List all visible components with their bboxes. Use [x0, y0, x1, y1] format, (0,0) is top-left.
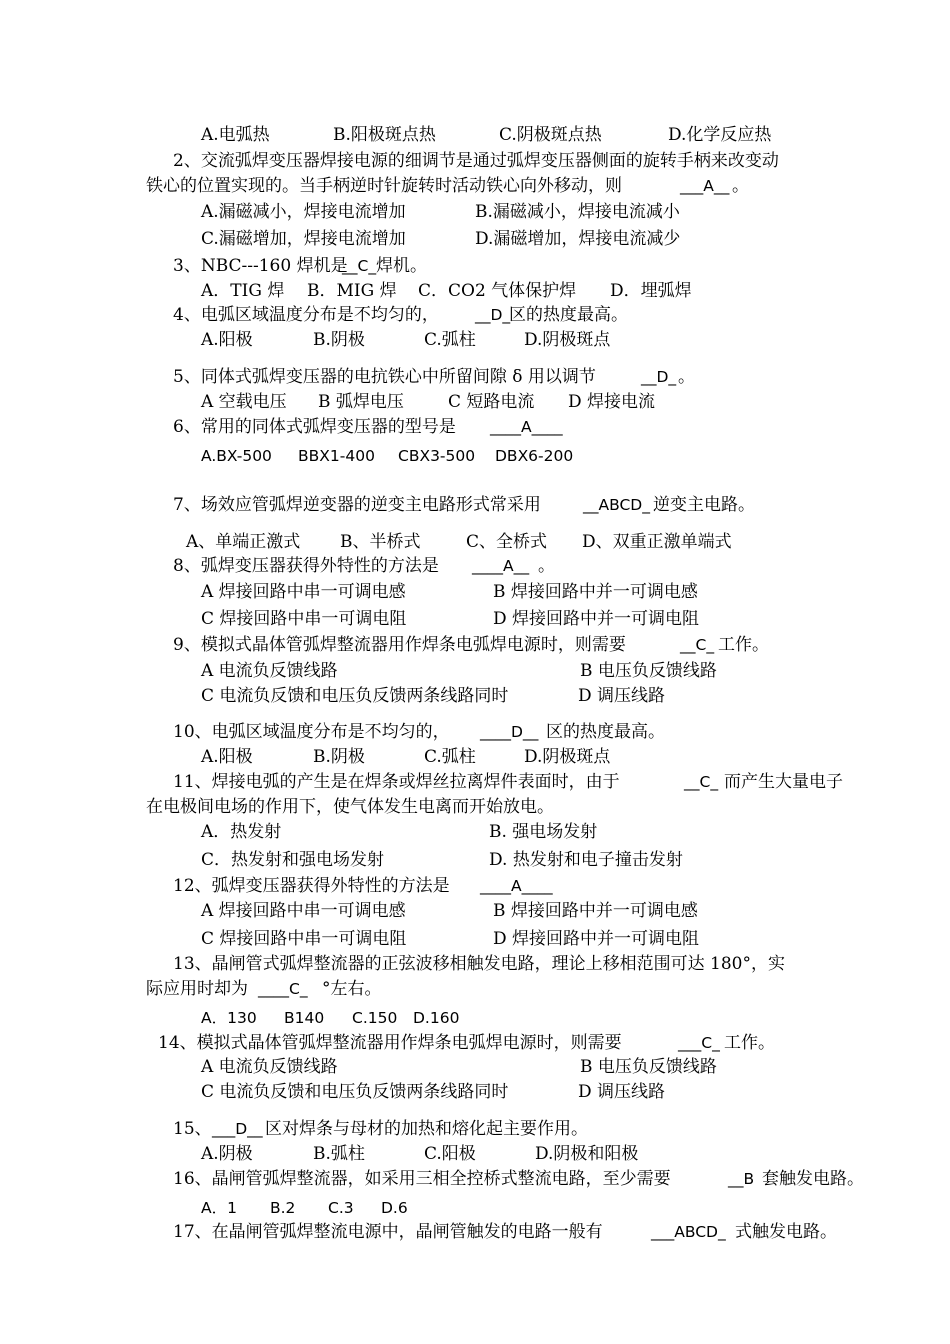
- text-line: A.阳极: [201, 747, 253, 767]
- text-line: __D_: [475, 306, 511, 324]
- text-line: 区的热度最高。: [546, 722, 665, 742]
- text-line: 8、弧焊变压器获得外特性的方法是: [173, 556, 439, 576]
- text-line: °左右。: [322, 979, 382, 999]
- text-line: D.160: [413, 1009, 460, 1027]
- text-line: C．CO2 气体保护焊: [418, 281, 577, 301]
- text-line: 2、交流弧焊变压器焊接电源的细调节是通过弧焊变压器侧面的旋转手柄来改变动: [173, 151, 779, 171]
- text-line: A．TIG 焊: [201, 281, 285, 301]
- text-line: A.阳极: [201, 330, 253, 350]
- text-line: A 焊接回路中串一可调电感: [201, 901, 406, 921]
- text-line: A、单端正激式: [186, 532, 301, 552]
- text-line: __C_: [680, 636, 715, 654]
- text-line: 套触发电路。: [762, 1169, 864, 1189]
- text-line: A.电弧热: [201, 125, 270, 145]
- text-line: D 调压线路: [578, 686, 666, 706]
- text-line: 工作。: [724, 1033, 775, 1053]
- text-line: C、全桥式: [466, 532, 548, 552]
- text-line: C.漏磁增加，焊接电流增加: [201, 229, 406, 249]
- text-line: 11、焊接电弧的产生是在焊条或焊丝拉离焊件表面时，由于: [173, 772, 620, 792]
- text-line: ____C_: [258, 980, 308, 998]
- text-line: 13、晶闸管式弧焊整流器的正弦波移相触发电路，理论上移相范围可达 180°，实: [173, 954, 785, 974]
- text-line: __C_: [342, 257, 377, 275]
- text-line: ___ABCD_: [651, 1223, 726, 1241]
- text-line: B．MIG 焊: [307, 281, 397, 301]
- text-line: B140: [284, 1009, 325, 1027]
- text-line: 5、同体式弧焊变压器的电抗铁心中所留间隙 δ 用以调节: [173, 367, 596, 387]
- text-line: ____A__: [472, 557, 530, 575]
- text-line: D.阴极斑点: [524, 747, 611, 767]
- text-line: D 焊接回路中并一可调电阻: [493, 929, 700, 949]
- text-line: A 空载电压: [201, 392, 287, 412]
- text-line: 式触发电路。: [735, 1222, 837, 1242]
- text-line: D.阴极和阳极: [535, 1144, 639, 1164]
- text-line: C 短路电流: [448, 392, 535, 412]
- text-line: B 弧焊电压: [318, 392, 404, 412]
- text-line: 14、模拟式晶体管弧焊整流器用作焊条电弧焊电源时，则需要: [158, 1033, 622, 1053]
- text-line: B.阴极: [313, 330, 365, 350]
- text-line: 际应用时却为: [146, 979, 248, 999]
- text-line: C 电流负反馈和电压负反馈两条线路同时: [201, 686, 509, 706]
- text-line: D.漏磁增加，焊接电流减少: [475, 229, 681, 249]
- text-line: A．热发射: [201, 822, 282, 842]
- text-line: 逆变主电路。: [653, 495, 755, 515]
- text-line: 9、模拟式晶体管弧焊整流器用作焊条电弧焊电源时，则需要: [173, 635, 626, 655]
- text-line: C.弧柱: [424, 330, 476, 350]
- text-line: B.阳极斑点热: [333, 125, 436, 145]
- text-line: ____A____: [480, 877, 553, 895]
- text-line: D 焊接回路中并一可调电阻: [493, 609, 700, 629]
- text-line: C．热发射和强电场发射: [201, 850, 385, 870]
- text-line: 6、常用的同体式弧焊变压器的型号是: [173, 417, 456, 437]
- text-line: 3、NBC---160 焊机是: [173, 256, 348, 276]
- text-line: BBX1-400: [298, 447, 375, 465]
- text-line: 12、弧焊变压器获得外特性的方法是: [173, 876, 450, 896]
- text-line: 。: [678, 367, 695, 387]
- text-line: A 电流负反馈线路: [201, 1057, 338, 1077]
- text-line: ___C_: [678, 1034, 720, 1052]
- text-line: 在电极间电场的作用下，使气体发生电离而开始放电。: [146, 797, 554, 817]
- text-line: 15、: [173, 1119, 212, 1139]
- text-line: D 调压线路: [578, 1082, 666, 1102]
- text-line: B 焊接回路中并一可调电感: [493, 582, 698, 602]
- text-line: 铁心的位置实现的。当手柄逆时针旋转时活动铁心向外移动，则: [146, 176, 622, 196]
- text-line: 16、晶闸管弧焊整流器，如采用三相全控桥式整流电路，至少需要: [173, 1169, 671, 1189]
- text-line: D、双重正激单端式: [582, 532, 732, 552]
- text-line: B 焊接回路中并一可调电感: [493, 901, 698, 921]
- text-line: B.漏磁减小，焊接电流减小: [475, 202, 680, 222]
- text-line: D.阴极斑点: [524, 330, 611, 350]
- text-line: 4、电弧区域温度分布是不均匀的，: [173, 305, 439, 325]
- text-line: D．埋弧焊: [610, 281, 692, 301]
- text-line: B.阴极: [313, 747, 365, 767]
- text-line: 17、在晶闸管弧焊整流电源中，晶闸管触发的电路一般有: [173, 1222, 603, 1242]
- text-line: C 焊接回路中串一可调电阻: [201, 929, 407, 949]
- text-line: C.弧柱: [424, 747, 476, 767]
- text-line: __B: [728, 1170, 755, 1188]
- text-line: C.150: [352, 1009, 398, 1027]
- text-line: C.阳极: [424, 1144, 476, 1164]
- text-line: D. 热发射和电子撞击发射: [489, 850, 683, 870]
- text-line: C 电流负反馈和电压负反馈两条线路同时: [201, 1082, 509, 1102]
- text-line: B. 强电场发射: [489, 822, 598, 842]
- text-line: C 焊接回路中串一可调电阻: [201, 609, 407, 629]
- text-line: C.3: [328, 1199, 354, 1217]
- text-line: __C_: [684, 773, 719, 791]
- text-line: __D_: [641, 368, 677, 386]
- text-line: C.阴极斑点热: [499, 125, 602, 145]
- text-line: A 焊接回路中串一可调电感: [201, 582, 406, 602]
- text-line: 工作。: [718, 635, 769, 655]
- text-line: B.弧柱: [313, 1144, 365, 1164]
- text-line: D.化学反应热: [668, 125, 772, 145]
- text-line: A．130: [201, 1009, 257, 1027]
- text-line: ____A____: [490, 418, 563, 436]
- text-line: B.2: [270, 1199, 296, 1217]
- text-line: A.阴极: [201, 1144, 253, 1164]
- text-line: DBX6-200: [495, 447, 574, 465]
- text-line: 7、场效应管弧焊逆变器的逆变主电路形式常采用: [173, 495, 541, 515]
- text-line: 而产生大量电子: [724, 772, 843, 792]
- text-line: ____D__: [480, 723, 539, 741]
- text-line: ___D__: [212, 1120, 263, 1138]
- text-line: A.漏磁减小，焊接电流增加: [201, 202, 406, 222]
- text-line: 焊机。: [376, 256, 427, 276]
- text-line: CBX3-500: [398, 447, 476, 465]
- text-line: 区的热度最高。: [509, 305, 628, 325]
- text-line: B、半桥式: [340, 532, 421, 552]
- text-line: D.6: [381, 1199, 408, 1217]
- text-line: 10、电弧区域温度分布是不均匀的，: [173, 722, 450, 742]
- text-line: A．1: [201, 1199, 237, 1217]
- text-line: __ABCD_: [583, 496, 650, 514]
- text-line: A.BX-500: [201, 447, 272, 465]
- text-line: ___A__: [680, 177, 730, 195]
- text-line: B 电压负反馈线路: [580, 1057, 717, 1077]
- text-line: A 电流负反馈线路: [201, 661, 338, 681]
- text-line: 区对焊条与母材的加热和熔化起主要作用。: [265, 1119, 588, 1139]
- text-line: 。: [732, 176, 749, 196]
- text-line: B 电压负反馈线路: [580, 661, 717, 681]
- text-line: D 焊接电流: [568, 392, 656, 412]
- text-line: 。: [538, 556, 555, 576]
